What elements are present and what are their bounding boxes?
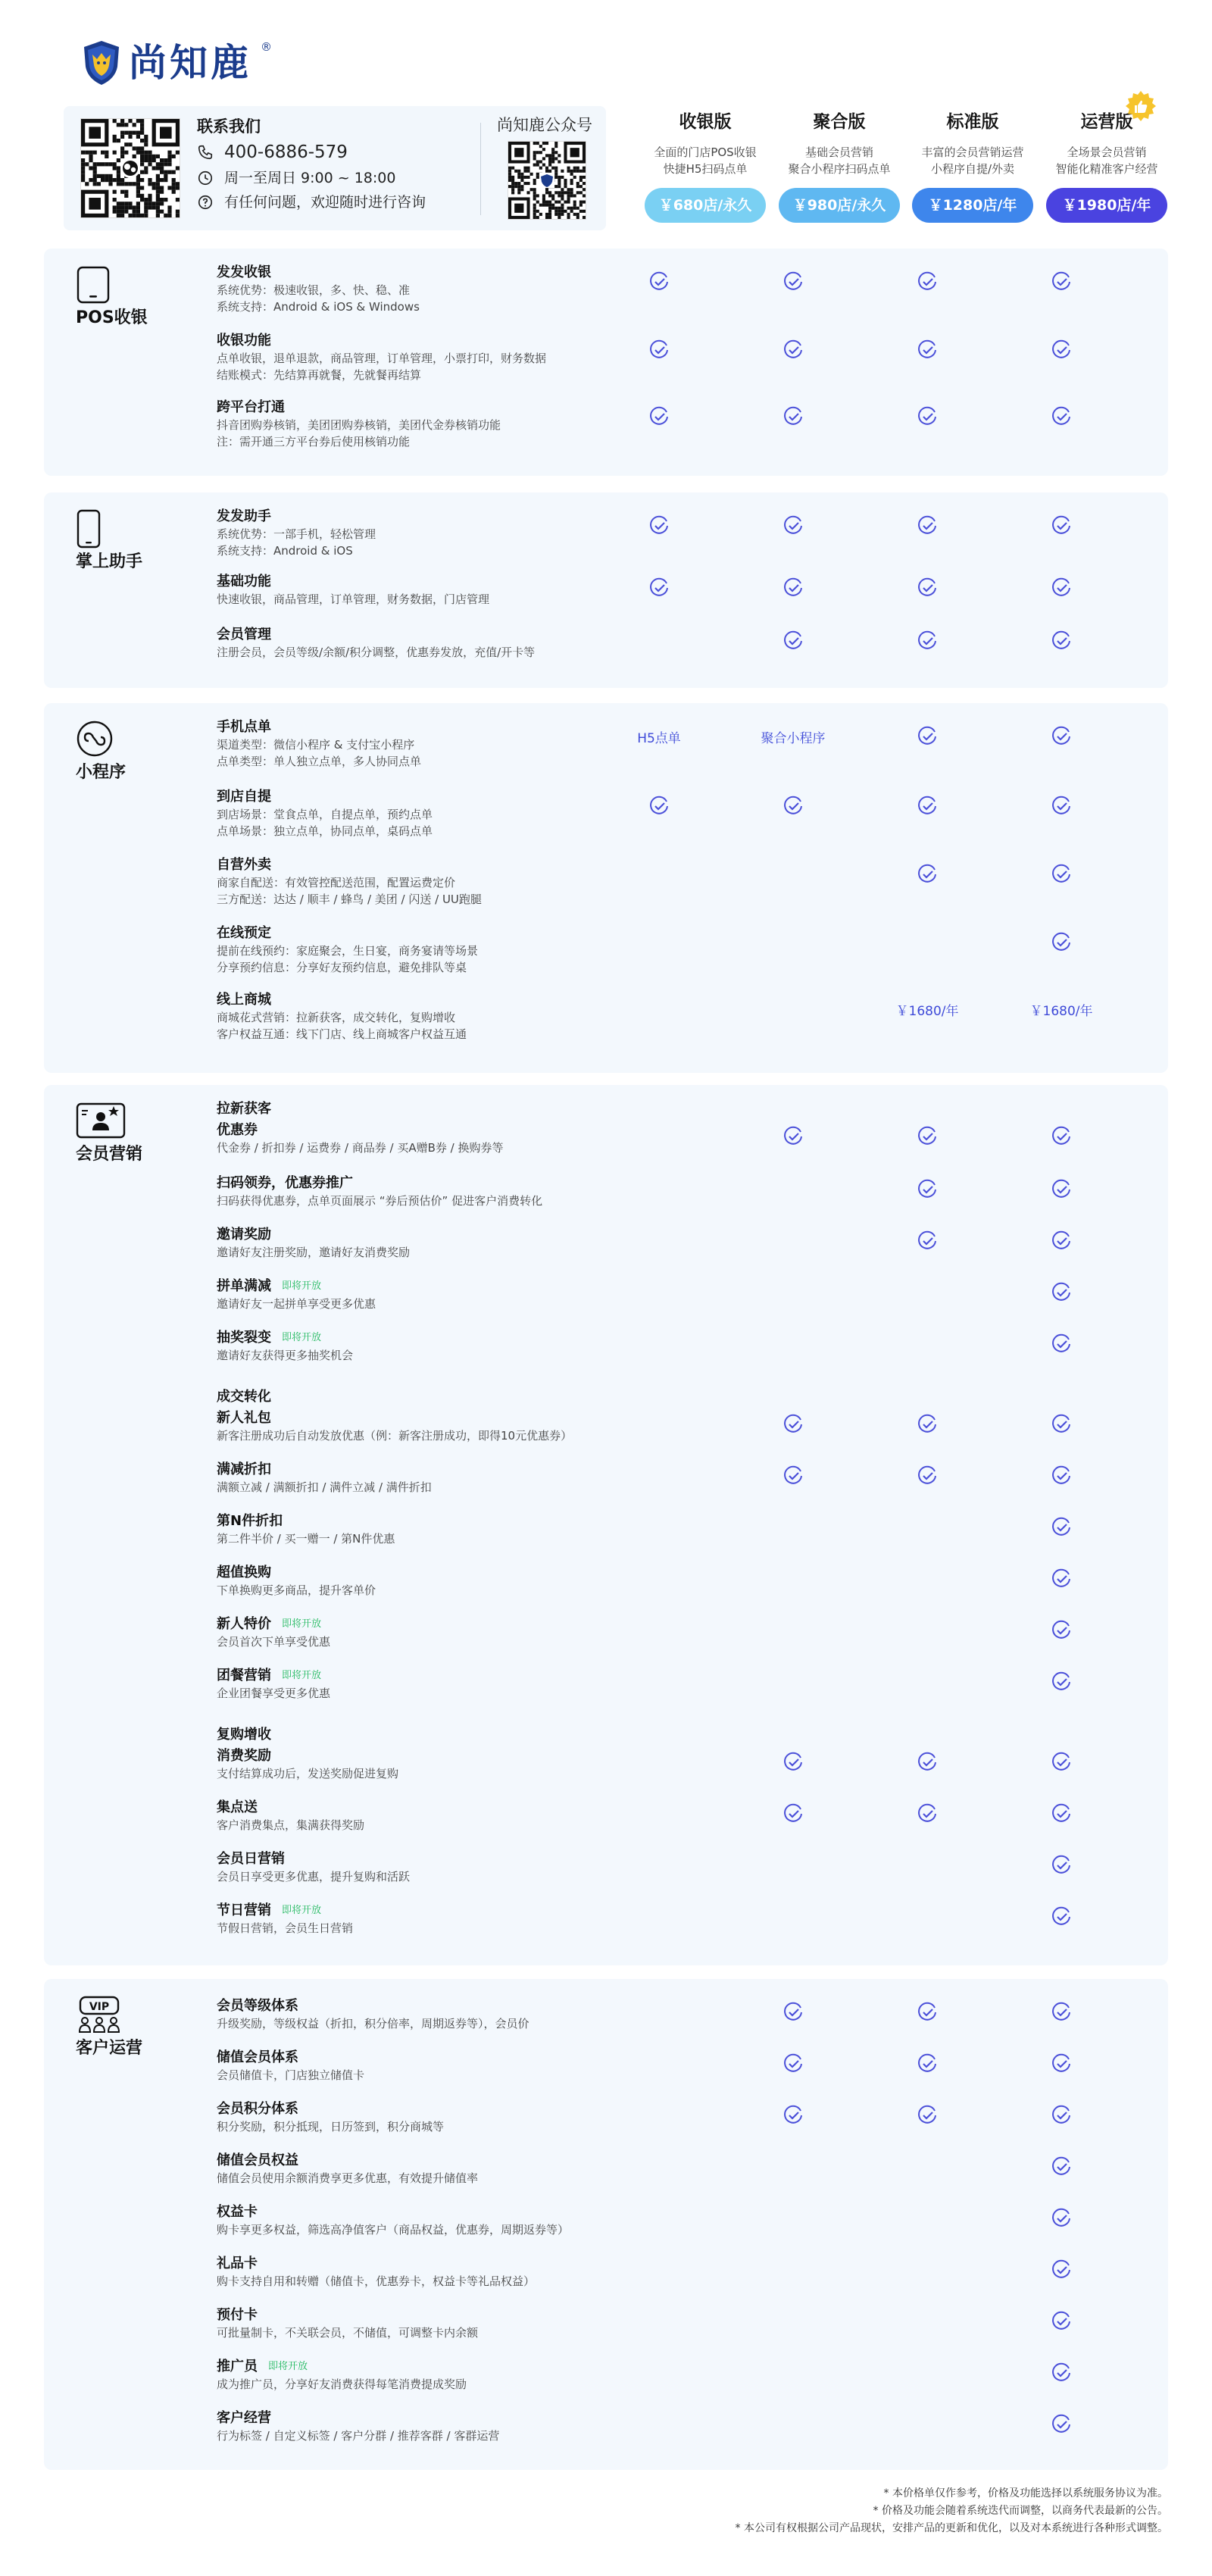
feature-name <box>217 2255 656 2273</box>
feature-name-text: 消费奖励 <box>217 1748 271 1764</box>
feature-desc: 系统优势：一部手机，轻松管理 <box>217 527 376 541</box>
check-icon <box>748 1802 839 1825</box>
help-text: 有任何问题，欢迎随时进行咨询 <box>224 194 426 211</box>
feature-name <box>217 2306 656 2324</box>
plan-cell-text: ￥1680/年 <box>895 1003 959 1019</box>
feature-name-text: 会员等级体系 <box>217 1998 298 2014</box>
feature-name <box>217 991 656 1009</box>
feature-row <box>217 1615 656 1650</box>
check-icon <box>614 514 704 537</box>
feature-desc: 购卡支持自用和转赠（储值卡，优惠券卡，权益卡等礼品权益） <box>217 2274 536 2288</box>
plan-price-button[interactable]: ￥980店/永久 <box>779 188 900 223</box>
check-icon <box>882 795 973 818</box>
plan-desc: 全面的门店POS收银 <box>654 145 757 159</box>
feature-name <box>217 1799 656 1817</box>
plan-desc: 丰富的会员营销运营 <box>921 145 1024 159</box>
thumbs-up-badge-icon <box>1123 89 1158 124</box>
feature-desc: 提前在线预约：家庭聚会，生日宴，商务宴请等场景 <box>217 944 479 958</box>
feature-desc: 节假日营销，会员生日营销 <box>217 1921 354 1935</box>
feature-name <box>217 1329 656 1347</box>
feature-group-heading: 复购增收 <box>217 1727 271 1743</box>
feature-row <box>217 1799 656 1834</box>
feature-desc: 邀请好友注册奖励，邀请好友消费奖励 <box>217 1246 411 1259</box>
coming-soon-badge: 即将开放 <box>282 1280 322 1292</box>
phone-row <box>197 142 348 162</box>
coming-soon-badge: 即将开放 <box>282 1332 322 1343</box>
check-icon <box>882 1465 973 1487</box>
check-icon <box>882 1802 973 1825</box>
plan-column-aggregate <box>775 106 904 223</box>
check-icon <box>748 339 839 361</box>
feature-name <box>217 2049 656 2067</box>
feature-row <box>217 2100 656 2135</box>
check-icon <box>1016 2310 1107 2333</box>
check-icon <box>1016 1568 1107 1590</box>
feature-name-text: 扫码领券，优惠券推广 <box>217 1175 353 1191</box>
section-title: 客户运营 <box>76 2039 143 2058</box>
check-icon <box>882 1230 973 1252</box>
feature-desc: 扫码获得优惠券，点单页面展示 “券后预估价” 促进客户消费转化 <box>217 1194 543 1208</box>
feature-name-text: 礼品卡 <box>217 2256 258 2271</box>
feature-name-text: 推广员 <box>217 2359 258 2374</box>
check-icon <box>1016 1125 1107 1148</box>
feature-row <box>217 1174 656 1209</box>
section-title: 小程序 <box>76 763 127 782</box>
check-icon <box>882 1413 973 1436</box>
feature-row <box>217 1409 656 1444</box>
plan-name: 聚合版 <box>813 112 866 132</box>
feature-name-text: 自营外卖 <box>217 857 271 873</box>
feature-row <box>217 2203 656 2238</box>
feature-desc: 会员储值卡，门店独立储值卡 <box>217 2068 365 2082</box>
feature-name <box>217 856 656 874</box>
check-icon <box>1016 1178 1107 1201</box>
feature-name-text: 预付卡 <box>217 2307 258 2323</box>
plan-name: 运营版 <box>1080 112 1133 132</box>
feature-name-text: 会员日营销 <box>217 1851 285 1867</box>
check-icon <box>1016 863 1107 886</box>
feature-name <box>217 718 656 736</box>
feature-row <box>217 2409 656 2444</box>
check-icon <box>614 577 704 599</box>
feature-name-text: 收银功能 <box>217 333 271 349</box>
check-icon <box>882 1178 973 1201</box>
check-icon <box>882 1125 973 1148</box>
feature-row <box>217 1997 656 2032</box>
feature-row <box>217 2049 656 2084</box>
section-3 <box>44 703 1168 1073</box>
feature-desc: 注册会员，会员等级/余额/积分调整，优惠券发放，充值/开卡等 <box>217 646 536 659</box>
tablet-icon <box>76 265 111 305</box>
feature-name-text: 拼单满减 <box>217 1278 271 1294</box>
check-icon <box>1016 1751 1107 1774</box>
feature-name <box>217 1512 656 1530</box>
check-icon <box>1016 2001 1107 2024</box>
brand-logo <box>82 39 272 86</box>
feature-desc: 新客注册成功后自动发放优惠（例：新客注册成功，即得10元优惠券） <box>217 1429 573 1443</box>
feature-row <box>217 2255 656 2290</box>
check-icon <box>748 2052 839 2075</box>
feature-name-text: 储值会员体系 <box>217 2049 298 2065</box>
plan-price-button[interactable]: ￥1280店/年 <box>912 188 1033 223</box>
feature-row <box>217 1747 656 1782</box>
feature-name-text: 会员管理 <box>217 627 271 642</box>
plan-price-button[interactable]: ￥680店/永久 <box>645 188 766 223</box>
check-icon <box>1016 2052 1107 2075</box>
feature-desc: 三方配送：达达 / 顺丰 / 蜂鸟 / 美团 / 闪送 / UU跑腿 <box>217 893 482 906</box>
footnote: * 本价格单仅作参考，价格及功能选择以系统服务协议为准。 <box>883 2487 1168 2499</box>
check-icon <box>882 577 973 599</box>
feature-row <box>217 1277 656 1312</box>
feature-row <box>217 1902 656 1937</box>
feature-name <box>217 1409 656 1427</box>
feature-row <box>217 626 656 661</box>
check-icon <box>1016 1333 1107 1355</box>
check-icon <box>882 405 973 428</box>
section-2 <box>44 492 1168 688</box>
feature-desc: 商城花式营销：拉新获客，成交转化，复购增收 <box>217 1011 456 1024</box>
feature-row <box>217 1461 656 1496</box>
phone-icon <box>76 509 102 549</box>
check-icon <box>748 1413 839 1436</box>
feature-desc: 注：需开通三方平台券后使用核销功能 <box>217 435 411 449</box>
feature-name-text: 基础功能 <box>217 574 271 589</box>
check-icon <box>882 339 973 361</box>
phone-number: 400-6886-579 <box>224 142 348 162</box>
check-icon <box>748 405 839 428</box>
feature-desc: 商家自配送：有效管控配送范围，配置运费定价 <box>217 876 456 889</box>
feature-desc: 点单收银，退单退款，商品管理，订单管理，小票打印，财务数据 <box>217 352 547 365</box>
feature-row <box>217 264 656 315</box>
feature-desc: 积分奖励，积分抵现，日历签到，积分商城等 <box>217 2120 445 2134</box>
feature-row <box>217 924 656 976</box>
check-icon <box>882 1751 973 1774</box>
feature-name-text: 满减折扣 <box>217 1462 271 1477</box>
check-icon <box>1016 2362 1107 2384</box>
feature-name <box>217 1747 656 1765</box>
check-icon <box>1016 931 1107 954</box>
feature-desc: 代金券 / 折扣券 / 运费券 / 商品券 / 买A赠B券 / 换购券等 <box>217 1141 504 1155</box>
feature-name <box>217 1174 656 1193</box>
feature-name <box>217 1461 656 1479</box>
check-icon <box>882 270 973 293</box>
feature-desc: 储值会员使用余额消费享更多优惠，有效提升储值率 <box>217 2171 479 2185</box>
check-icon <box>614 339 704 361</box>
feature-name <box>217 788 656 806</box>
check-icon <box>1016 1619 1107 1642</box>
feature-desc: 快速收银，商品管理，订单管理，财务数据，门店管理 <box>217 592 490 606</box>
section-title: 掌上助手 <box>76 552 143 571</box>
feature-name <box>217 1615 656 1633</box>
feature-name-text: 抽奖裂变 <box>217 1330 271 1346</box>
feature-desc: 会员日享受更多优惠，提升复购和活跃 <box>217 1870 411 1884</box>
feature-desc: 点单类型：单人独立点单，多人协同点单 <box>217 755 422 768</box>
feature-name-text: 发发助手 <box>217 508 271 524</box>
footnotes <box>736 2485 1168 2537</box>
feature-desc: 可批量制卡，不关联会员，不储值，可调整卡内余额 <box>217 2326 479 2340</box>
feature-desc: 系统优势：极速收银，多、快、稳、准 <box>217 283 411 297</box>
check-icon <box>748 2104 839 2127</box>
check-icon <box>882 2052 973 2075</box>
feature-desc: 邀请好友一起拼单享受更多优惠 <box>217 1297 376 1311</box>
feature-name <box>217 573 656 591</box>
feature-row <box>217 1667 656 1702</box>
feature-row <box>217 399 656 450</box>
feature-desc: 第二件半价 / 买一赠一 / 第N件优惠 <box>217 1532 395 1546</box>
plan-column-standard <box>908 106 1037 223</box>
feature-name <box>217 2152 656 2170</box>
miniprogram-icon <box>76 720 114 758</box>
hours-row <box>197 168 395 188</box>
feature-name <box>217 1226 656 1244</box>
plan-column-cashier <box>641 106 770 223</box>
feature-name <box>217 1277 656 1296</box>
contact-panel <box>64 106 606 230</box>
feature-desc: 客户消费集点，集满获得奖励 <box>217 1818 365 1832</box>
feature-name-text: 超值换购 <box>217 1565 271 1580</box>
feature-desc: 行为标签 / 自定义标签 / 客户分群 / 推荐客群 / 客群运营 <box>217 2429 500 2443</box>
feature-name-text: 线上商城 <box>217 992 271 1008</box>
plan-cell-text: 聚合小程序 <box>761 730 826 746</box>
feature-group-heading: 成交转化 <box>217 1389 271 1405</box>
check-icon <box>1016 1465 1107 1487</box>
plan-desc: 智能化精准客户经营 <box>1055 162 1158 176</box>
feature-name-text: 新人礼包 <box>217 1410 271 1426</box>
check-icon <box>1016 339 1107 361</box>
feature-desc: 系统支持：Android & iOS <box>217 544 353 558</box>
feature-name <box>217 508 656 526</box>
check-icon <box>614 795 704 818</box>
feature-name-text: 会员积分体系 <box>217 2101 298 2117</box>
feature-name-text: 集点送 <box>217 1799 258 1815</box>
feature-name <box>217 1997 656 2015</box>
feature-name <box>217 1667 656 1685</box>
check-icon <box>882 725 973 748</box>
feature-desc: 升级奖励，等级权益（折扣，积分倍率，周期返券等），会员价 <box>217 2017 529 2030</box>
plan-name: 收银版 <box>679 112 732 132</box>
feature-name-text: 发发收银 <box>217 264 271 280</box>
section-4 <box>44 1085 1168 1965</box>
check-icon <box>614 405 704 428</box>
check-icon <box>1016 1854 1107 1877</box>
check-icon <box>1016 795 1107 818</box>
plan-desc: 快捷H5扫码点单 <box>663 162 748 176</box>
feature-desc: 下单换购更多商品，提升客单价 <box>217 1583 376 1597</box>
section-title: 会员营销 <box>76 1145 143 1164</box>
feature-desc: 点单场景：独立点单，协同点单，桌码点单 <box>217 824 433 838</box>
check-icon <box>748 795 839 818</box>
section-title: POS收银 <box>76 308 148 327</box>
section-5 <box>44 1979 1168 2470</box>
check-icon <box>1016 2259 1107 2281</box>
footnote: * 本公司有权根据公司产品现状，安排产品的更新和优化，以及对本系统进行各种形式调整。 <box>735 2522 1168 2534</box>
check-icon <box>1016 270 1107 293</box>
feature-desc: 结账模式：先结算再就餐，先就餐再结算 <box>217 368 422 382</box>
feature-name-text: 跨平台打通 <box>217 399 285 415</box>
feature-desc: 满额立减 / 满额折扣 / 满件立减 / 满件折扣 <box>217 1480 432 1494</box>
check-icon <box>748 630 839 652</box>
feature-row <box>217 1226 656 1261</box>
clock-icon <box>197 170 214 186</box>
coming-soon-badge: 即将开放 <box>268 2361 308 2372</box>
feature-name-text: 手机点单 <box>217 719 271 735</box>
feature-desc: 企业团餐享受更多优惠 <box>217 1687 331 1700</box>
check-icon <box>1016 2104 1107 2127</box>
feature-name <box>217 2409 656 2428</box>
wechat-qr-code <box>80 118 180 218</box>
section-1 <box>44 249 1168 476</box>
feature-name <box>217 1902 656 1920</box>
check-icon <box>882 630 973 652</box>
public-account-label: 尚知鹿公众号 <box>497 116 592 134</box>
feature-row <box>217 1564 656 1599</box>
plan-price-button[interactable]: ￥1980店/年 <box>1046 188 1167 223</box>
divider <box>480 123 481 215</box>
feature-desc: 购卡享更多权益，筛选高净值客户（商品权益，优惠券，周期返券等） <box>217 2223 570 2237</box>
plan-cell-text: ￥1680/年 <box>1029 1003 1093 1019</box>
plan-desc: 小程序自提/外卖 <box>930 162 1015 176</box>
feature-row <box>217 332 656 383</box>
check-icon <box>1016 405 1107 428</box>
feature-name <box>217 1850 656 1868</box>
brand-name: 尚知鹿 <box>129 40 251 85</box>
coming-soon-badge: 即将开放 <box>282 1618 322 1630</box>
public-account-qr-code <box>508 141 586 220</box>
check-icon <box>1016 1230 1107 1252</box>
check-icon <box>1016 2156 1107 2178</box>
feature-name-text: 优惠券 <box>217 1122 258 1138</box>
feature-row <box>217 991 656 1043</box>
contact-title: 联系我们 <box>197 117 261 136</box>
feature-desc: 客户权益互通：线下门店、线上商城客户权益互通 <box>217 1027 467 1041</box>
feature-name <box>217 2100 656 2118</box>
check-icon <box>1016 1905 1107 1928</box>
feature-row <box>217 1329 656 1364</box>
feature-name <box>217 2358 656 2376</box>
check-icon <box>1016 1413 1107 1436</box>
plan-desc: 全场景会员营销 <box>1067 145 1147 159</box>
check-icon <box>748 577 839 599</box>
feature-name-text: 客户经营 <box>217 2410 271 2426</box>
business-hours: 周一至周日 9:00 ~ 18:00 <box>224 170 396 186</box>
feature-desc: 支付结算成功后，发送奖励促进复购 <box>217 1767 399 1780</box>
feature-name-text: 团餐营销 <box>217 1668 271 1683</box>
feature-name-text: 第N件折扣 <box>217 1513 283 1529</box>
registered-mark: ® <box>261 40 272 54</box>
feature-desc: 渠道类型：微信小程序 & 支付宝小程序 <box>217 738 415 752</box>
feature-name-text: 到店自提 <box>217 789 271 805</box>
feature-desc: 成为推广员，分享好友消费获得每笔消费提成奖励 <box>217 2377 467 2391</box>
plan-desc: 聚合小程序扫码点单 <box>788 162 891 176</box>
plan-desc: 基础会员营销 <box>804 145 873 159</box>
feature-name-text: 在线预定 <box>217 925 271 941</box>
check-icon <box>1016 1281 1107 1304</box>
feature-name-text: 新人特价 <box>217 1616 271 1632</box>
feature-row <box>217 718 656 770</box>
feature-desc: 抖音团购券核销，美团团购券核销，美团代金券核销功能 <box>217 418 501 432</box>
feature-name-text: 储值会员权益 <box>217 2152 298 2168</box>
check-icon <box>882 2001 973 2024</box>
check-icon <box>882 2104 973 2127</box>
check-icon <box>882 514 973 537</box>
check-icon <box>1016 1802 1107 1825</box>
feature-row <box>217 2358 656 2393</box>
coming-soon-badge: 即将开放 <box>282 1670 322 1681</box>
feature-name <box>217 626 656 644</box>
check-icon <box>748 270 839 293</box>
check-icon <box>1016 1671 1107 1693</box>
help-row <box>197 192 426 212</box>
feature-row <box>217 1850 656 1885</box>
feature-name <box>217 332 656 350</box>
feature-row <box>217 1512 656 1547</box>
feature-row <box>217 573 656 608</box>
check-icon <box>1016 1516 1107 1539</box>
check-icon <box>1016 2413 1107 2436</box>
feature-row <box>217 508 656 559</box>
check-icon <box>1016 630 1107 652</box>
check-icon <box>748 1751 839 1774</box>
feature-name <box>217 1564 656 1582</box>
check-icon <box>882 863 973 886</box>
check-icon <box>748 1465 839 1487</box>
footnote: * 价格及功能会随着系统迭代而调整，以商务代表最新的公告。 <box>873 2505 1168 2517</box>
feature-row <box>217 1121 656 1156</box>
help-icon <box>197 194 214 211</box>
feature-desc: 到店场景：堂食点单，自提点单，预约点单 <box>217 808 433 821</box>
check-icon <box>1016 725 1107 748</box>
feature-row <box>217 2152 656 2187</box>
check-icon <box>1016 514 1107 537</box>
shield-logo-icon <box>82 39 121 86</box>
feature-name <box>217 2203 656 2221</box>
feature-name <box>217 264 656 282</box>
feature-desc: 系统支持：Android & iOS & Windows <box>217 300 420 314</box>
feature-desc: 邀请好友获得更多抽奖机会 <box>217 1349 354 1362</box>
coming-soon-badge: 即将开放 <box>282 1905 322 1916</box>
feature-name-text: 邀请奖励 <box>217 1227 271 1243</box>
feature-name <box>217 924 656 943</box>
phone-icon <box>197 144 214 161</box>
feature-row <box>217 2306 656 2341</box>
check-icon <box>748 1125 839 1148</box>
feature-group-heading: 拉新获客 <box>217 1101 271 1117</box>
feature-row <box>217 788 656 839</box>
feature-name-text: 节日营销 <box>217 1902 271 1918</box>
member-card-icon <box>76 1102 126 1140</box>
feature-desc: 分享预约信息：分享好友预约信息，避免排队等桌 <box>217 961 467 974</box>
check-icon <box>1016 577 1107 599</box>
check-icon <box>748 514 839 537</box>
feature-name <box>217 399 656 417</box>
vip-icon <box>76 1996 123 2035</box>
plan-name: 标准版 <box>946 112 999 132</box>
check-icon <box>1016 2207 1107 2230</box>
feature-name <box>217 1121 656 1140</box>
svg-text:VIP: VIP <box>89 2001 110 2013</box>
check-icon <box>748 2001 839 2024</box>
check-icon <box>614 270 704 293</box>
feature-desc: 会员首次下单享受优惠 <box>217 1635 331 1649</box>
feature-name-text: 权益卡 <box>217 2204 258 2220</box>
feature-row <box>217 856 656 908</box>
plan-cell-text: H5点单 <box>637 730 681 746</box>
